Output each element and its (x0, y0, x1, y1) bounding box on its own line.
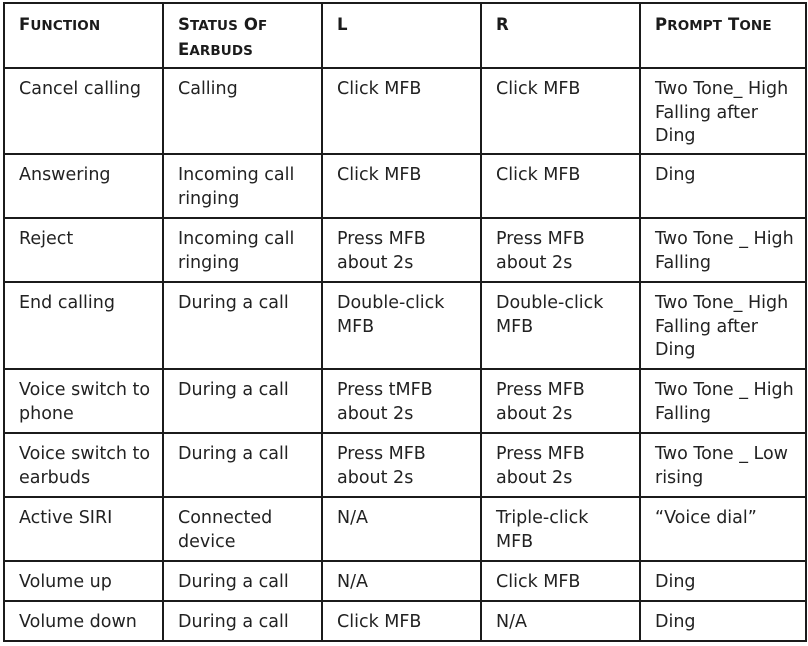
cell-function: Voice switch to phone (4, 369, 163, 433)
header-row (4, 3, 806, 68)
cell-l: Click MFB (322, 601, 481, 641)
cell-r: Click MFB (481, 561, 640, 601)
cell-status: During a call (163, 561, 322, 601)
table-row (4, 68, 806, 154)
cell-status: Calling (163, 68, 322, 154)
cell-status: Incoming call ringing (163, 218, 322, 282)
cell-prompt: Two Tone _ High Falling (640, 369, 806, 433)
cell-l: Press MFB about 2s (322, 433, 481, 497)
table-row (4, 154, 806, 218)
cell-r: Press MFB about 2s (481, 433, 640, 497)
cell-prompt: Two Tone_ High Falling after Ding (640, 68, 806, 154)
cell-l: Click MFB (322, 154, 481, 218)
table-row (4, 369, 806, 433)
cell-status: Incoming call ringing (163, 154, 322, 218)
cell-status: During a call (163, 433, 322, 497)
cell-prompt: Ding (640, 601, 806, 641)
table-row (4, 497, 806, 561)
cell-status: During a call (163, 601, 322, 641)
cell-prompt: Ding (640, 561, 806, 601)
cell-l: N/A (322, 561, 481, 601)
cell-status: During a call (163, 369, 322, 433)
cell-prompt: Ding (640, 154, 806, 218)
header-prompt-tone: PROMPT TONE (640, 3, 806, 68)
cell-prompt: Two Tone _ High Falling (640, 218, 806, 282)
cell-function: Cancel calling (4, 68, 163, 154)
cell-r: N/A (481, 601, 640, 641)
table-row (4, 282, 806, 369)
cell-function: Answering (4, 154, 163, 218)
header-l: L (322, 3, 481, 68)
cell-function: Voice switch to earbuds (4, 433, 163, 497)
cell-l: Press tMFB about 2s (322, 369, 481, 433)
cell-r: Press MFB about 2s (481, 369, 640, 433)
table-row (4, 561, 806, 601)
table-row (4, 218, 806, 282)
cell-l: N/A (322, 497, 481, 561)
cell-function: Reject (4, 218, 163, 282)
cell-r: Double-click MFB (481, 282, 640, 369)
cell-function: Volume down (4, 601, 163, 641)
table-row (4, 601, 806, 641)
cell-l: Press MFB about 2s (322, 218, 481, 282)
earbud-functions-table (3, 2, 807, 642)
cell-l: Click MFB (322, 68, 481, 154)
cell-r: Click MFB (481, 68, 640, 154)
cell-prompt: Two Tone _ Low rising (640, 433, 806, 497)
cell-prompt: “Voice dial” (640, 497, 806, 561)
header-status: STATUS OF EARBUDS (163, 3, 322, 68)
cell-prompt: Two Tone_ High Falling after Ding (640, 282, 806, 369)
cell-function: Active SIRI (4, 497, 163, 561)
cell-status: Connected device (163, 497, 322, 561)
table-row (4, 433, 806, 497)
cell-l: Double-click MFB (322, 282, 481, 369)
cell-r: Click MFB (481, 154, 640, 218)
cell-status: During a call (163, 282, 322, 369)
header-function: FUNCTION (4, 3, 163, 68)
cell-r: Triple-click MFB (481, 497, 640, 561)
cell-r: Press MFB about 2s (481, 218, 640, 282)
cell-function: End calling (4, 282, 163, 369)
cell-function: Volume up (4, 561, 163, 601)
header-r: R (481, 3, 640, 68)
